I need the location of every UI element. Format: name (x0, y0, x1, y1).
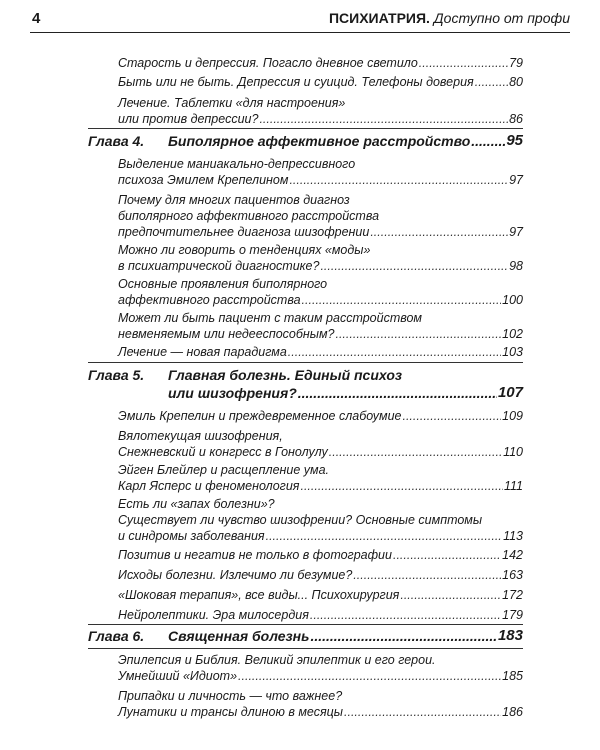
toc-entry (118, 547, 523, 563)
toc-entry (118, 462, 523, 494)
leader-dots (471, 132, 505, 150)
toc-entry (118, 242, 523, 274)
toc-page: 100 (502, 293, 523, 307)
toc-entry-line (118, 258, 523, 274)
toc-entry-text: Основные проявления биполярного (118, 277, 328, 291)
toc-entry-text: Вялотекущая шизофрения, (118, 429, 283, 443)
leader-dots (329, 444, 502, 460)
separator-rule (88, 362, 523, 363)
toc-entry-text: невменяемым или недееспособным? (118, 327, 335, 341)
toc-entry-line (118, 704, 523, 720)
toc-entry-line (118, 192, 523, 208)
toc-entry-text: Лечение. Таблетки «для настроения» (118, 96, 346, 110)
chapter-label: Глава 4. (88, 133, 145, 149)
toc-entry-line (118, 462, 523, 478)
toc-page: 79 (509, 56, 523, 70)
toc-entry-line (118, 688, 523, 704)
chapter-label: Глава 6. (88, 628, 145, 644)
leader-dots (289, 172, 508, 188)
toc-entry-line (118, 408, 523, 424)
toc-page: 179 (502, 608, 523, 622)
toc-entry (118, 688, 523, 720)
toc-page: 113 (503, 529, 523, 543)
chapter-title: Главная болезнь. Единый психоз (168, 367, 403, 383)
separator-rule (88, 648, 523, 649)
toc-entry-line (118, 547, 523, 563)
toc-page: 142 (502, 548, 523, 562)
toc-page: 97 (509, 173, 523, 187)
toc-entry-text: Может ли быть пациент с таким расстройством (118, 311, 423, 325)
toc-entry-text: «Шоковая терапия», все виды... Психохирургия (118, 588, 400, 602)
leader-dots (370, 224, 508, 240)
leader-dots (393, 547, 501, 563)
toc-page: 172 (502, 588, 523, 602)
toc-entry (118, 95, 523, 127)
toc-page: 107 (497, 384, 523, 401)
leader-dots (288, 344, 501, 360)
toc-page: 95 (506, 132, 523, 149)
toc-entry-text: Эпилепсия и Библия. Великий эпилептик и его герои. (118, 653, 436, 667)
leader-dots (238, 668, 501, 684)
toc-entry-line (118, 668, 523, 684)
leader-dots (475, 74, 508, 90)
toc-entry (118, 587, 523, 603)
leader-dots (266, 528, 502, 544)
toc-chapter-line (88, 384, 523, 402)
toc-entry-text: биполярного аффективного расстройства (118, 209, 380, 223)
toc-entry-text: Нейролептики. Эра милосердия (118, 608, 309, 622)
toc-page: 80 (509, 75, 523, 89)
leader-dots (419, 55, 508, 71)
leader-dots (259, 111, 508, 127)
leader-dots (335, 326, 501, 342)
chapter-label: Глава 5. (88, 367, 145, 383)
toc-entry-text: Исходы болезни. Излечимо ли безумие? (118, 568, 353, 582)
toc-entry (118, 74, 523, 90)
running-title-italic: Доступно от профи (429, 10, 570, 26)
toc-entry-text: Можно ли говорить о тенденциях «моды» (118, 243, 371, 257)
toc-entry-text: Лечение — новая парадигма (118, 345, 287, 359)
toc-entry (118, 55, 523, 71)
leader-dots (310, 607, 501, 623)
toc-entry-text: Эмиль Крепелин и преждевременное слабоумие (118, 409, 402, 423)
toc-entry-text: психоза Эмилем Крепелином (118, 173, 289, 187)
toc-entry-text: Умнейший «Идиот» (118, 669, 238, 683)
toc-entry-line (118, 496, 523, 512)
toc-entry-text: Снежневский и конгресс в Гонолулу (118, 445, 328, 459)
toc-entry-line (118, 344, 523, 360)
toc-entry-text: предпочтительнее диагноза шизофрении (118, 225, 370, 239)
running-title (329, 10, 570, 26)
toc-entry-text: Эйген Блейлер и расщепление ума. (118, 463, 330, 477)
toc-entry-line (118, 512, 523, 528)
leader-dots (320, 258, 508, 274)
toc-entry-text: аффективного расстройства (118, 293, 301, 307)
toc-page: 183 (497, 627, 523, 644)
toc-entry-line (118, 224, 523, 240)
toc-entry-text: Старость и депрессия. Погасло дневное светило (118, 56, 418, 70)
toc-entry-text: Быть или не быть. Депрессия и суицид. Телефоны доверия (118, 75, 474, 89)
toc-entry (118, 496, 523, 544)
toc-page: 109 (502, 409, 523, 423)
chapter-title: Священная болезнь (168, 628, 310, 644)
toc-page: 98 (509, 259, 523, 273)
toc-entry (118, 652, 523, 684)
toc-entry-line (118, 652, 523, 668)
separator-rule (88, 624, 523, 625)
toc-entry (118, 607, 523, 623)
leader-dots (344, 704, 501, 720)
toc-entry (118, 192, 523, 240)
toc-entry (118, 428, 523, 460)
toc-entry-text: Существует ли чувство шизофрении? Основные симптомы (118, 513, 483, 527)
toc-chapter (88, 132, 523, 150)
toc-entry-line (118, 111, 523, 127)
toc-entry-line (118, 528, 523, 544)
leader-dots (400, 587, 501, 603)
running-title-bold: ПСИХИАТРИЯ. (328, 10, 430, 26)
toc-entry-text: Припадки и личность — что важнее? (118, 689, 343, 703)
toc-entry-text: Выделение маниакально-депрессивного (118, 157, 356, 171)
toc-entry (118, 344, 523, 360)
toc-page: 186 (502, 705, 523, 719)
leader-dots (300, 478, 503, 494)
leader-dots (353, 567, 501, 583)
toc-entry-line (118, 607, 523, 623)
toc-entry-line (118, 172, 523, 188)
leader-dots (298, 384, 497, 402)
toc-page: 102 (502, 327, 523, 341)
toc-entry (118, 567, 523, 583)
toc-chapter (88, 627, 523, 645)
leader-dots (310, 627, 497, 645)
toc-entry-text: Почему для многих пациентов диагноз (118, 193, 350, 207)
running-header (30, 10, 570, 33)
toc-entry-line (118, 310, 523, 326)
toc-page: 97 (509, 225, 523, 239)
page-number: 4 (32, 10, 41, 27)
leader-dots (402, 408, 501, 424)
leader-dots (302, 292, 502, 308)
toc-entry (118, 310, 523, 342)
toc-entry-line (118, 567, 523, 583)
toc-chapter-line (88, 366, 523, 384)
toc-entry-line (118, 587, 523, 603)
toc-page: 110 (503, 445, 523, 459)
toc-entry-line (118, 292, 523, 308)
toc-page: 86 (509, 112, 523, 126)
toc-entry-line (118, 74, 523, 90)
toc-entry (118, 276, 523, 308)
toc-entry (118, 156, 523, 188)
chapter-title: или шизофрения? (168, 385, 297, 401)
separator-rule (88, 128, 523, 129)
toc-entry-text: и синдромы заболевания (118, 529, 265, 543)
toc-page: 111 (503, 479, 523, 493)
toc-entry-line (118, 326, 523, 342)
toc-entry-line (118, 478, 523, 494)
toc-chapter-line (88, 627, 523, 645)
chapter-title: Биполярное аффективное расстройство (168, 133, 471, 149)
toc-entry-text: Карл Ясперс и феноменология (118, 479, 300, 493)
toc-entry-line (118, 95, 523, 111)
toc-page: 103 (502, 345, 523, 359)
toc-entry-line (118, 208, 523, 224)
toc-entry-text: или против депрессии? (118, 112, 259, 126)
toc-entry-text: Лунатики и трансы длиною в месяцы (118, 705, 344, 719)
toc-entry (118, 408, 523, 424)
toc-entry-text: Позитив и негатив не только в фотографии (118, 548, 392, 562)
toc-entry-line (118, 156, 523, 172)
toc-entry-text: Есть ли «запах болезни»? (118, 497, 275, 511)
toc-entry-line (118, 276, 523, 292)
toc-entry-line (118, 242, 523, 258)
toc-entry-line (118, 444, 523, 460)
toc-page: 185 (502, 669, 523, 683)
toc-entry-line (118, 55, 523, 71)
toc-entry-line (118, 428, 523, 444)
toc-page: 163 (502, 568, 523, 582)
toc-entry-text: в психиатрической диагностике? (118, 259, 320, 273)
toc-chapter-line (88, 132, 523, 150)
toc-chapter (88, 366, 523, 402)
